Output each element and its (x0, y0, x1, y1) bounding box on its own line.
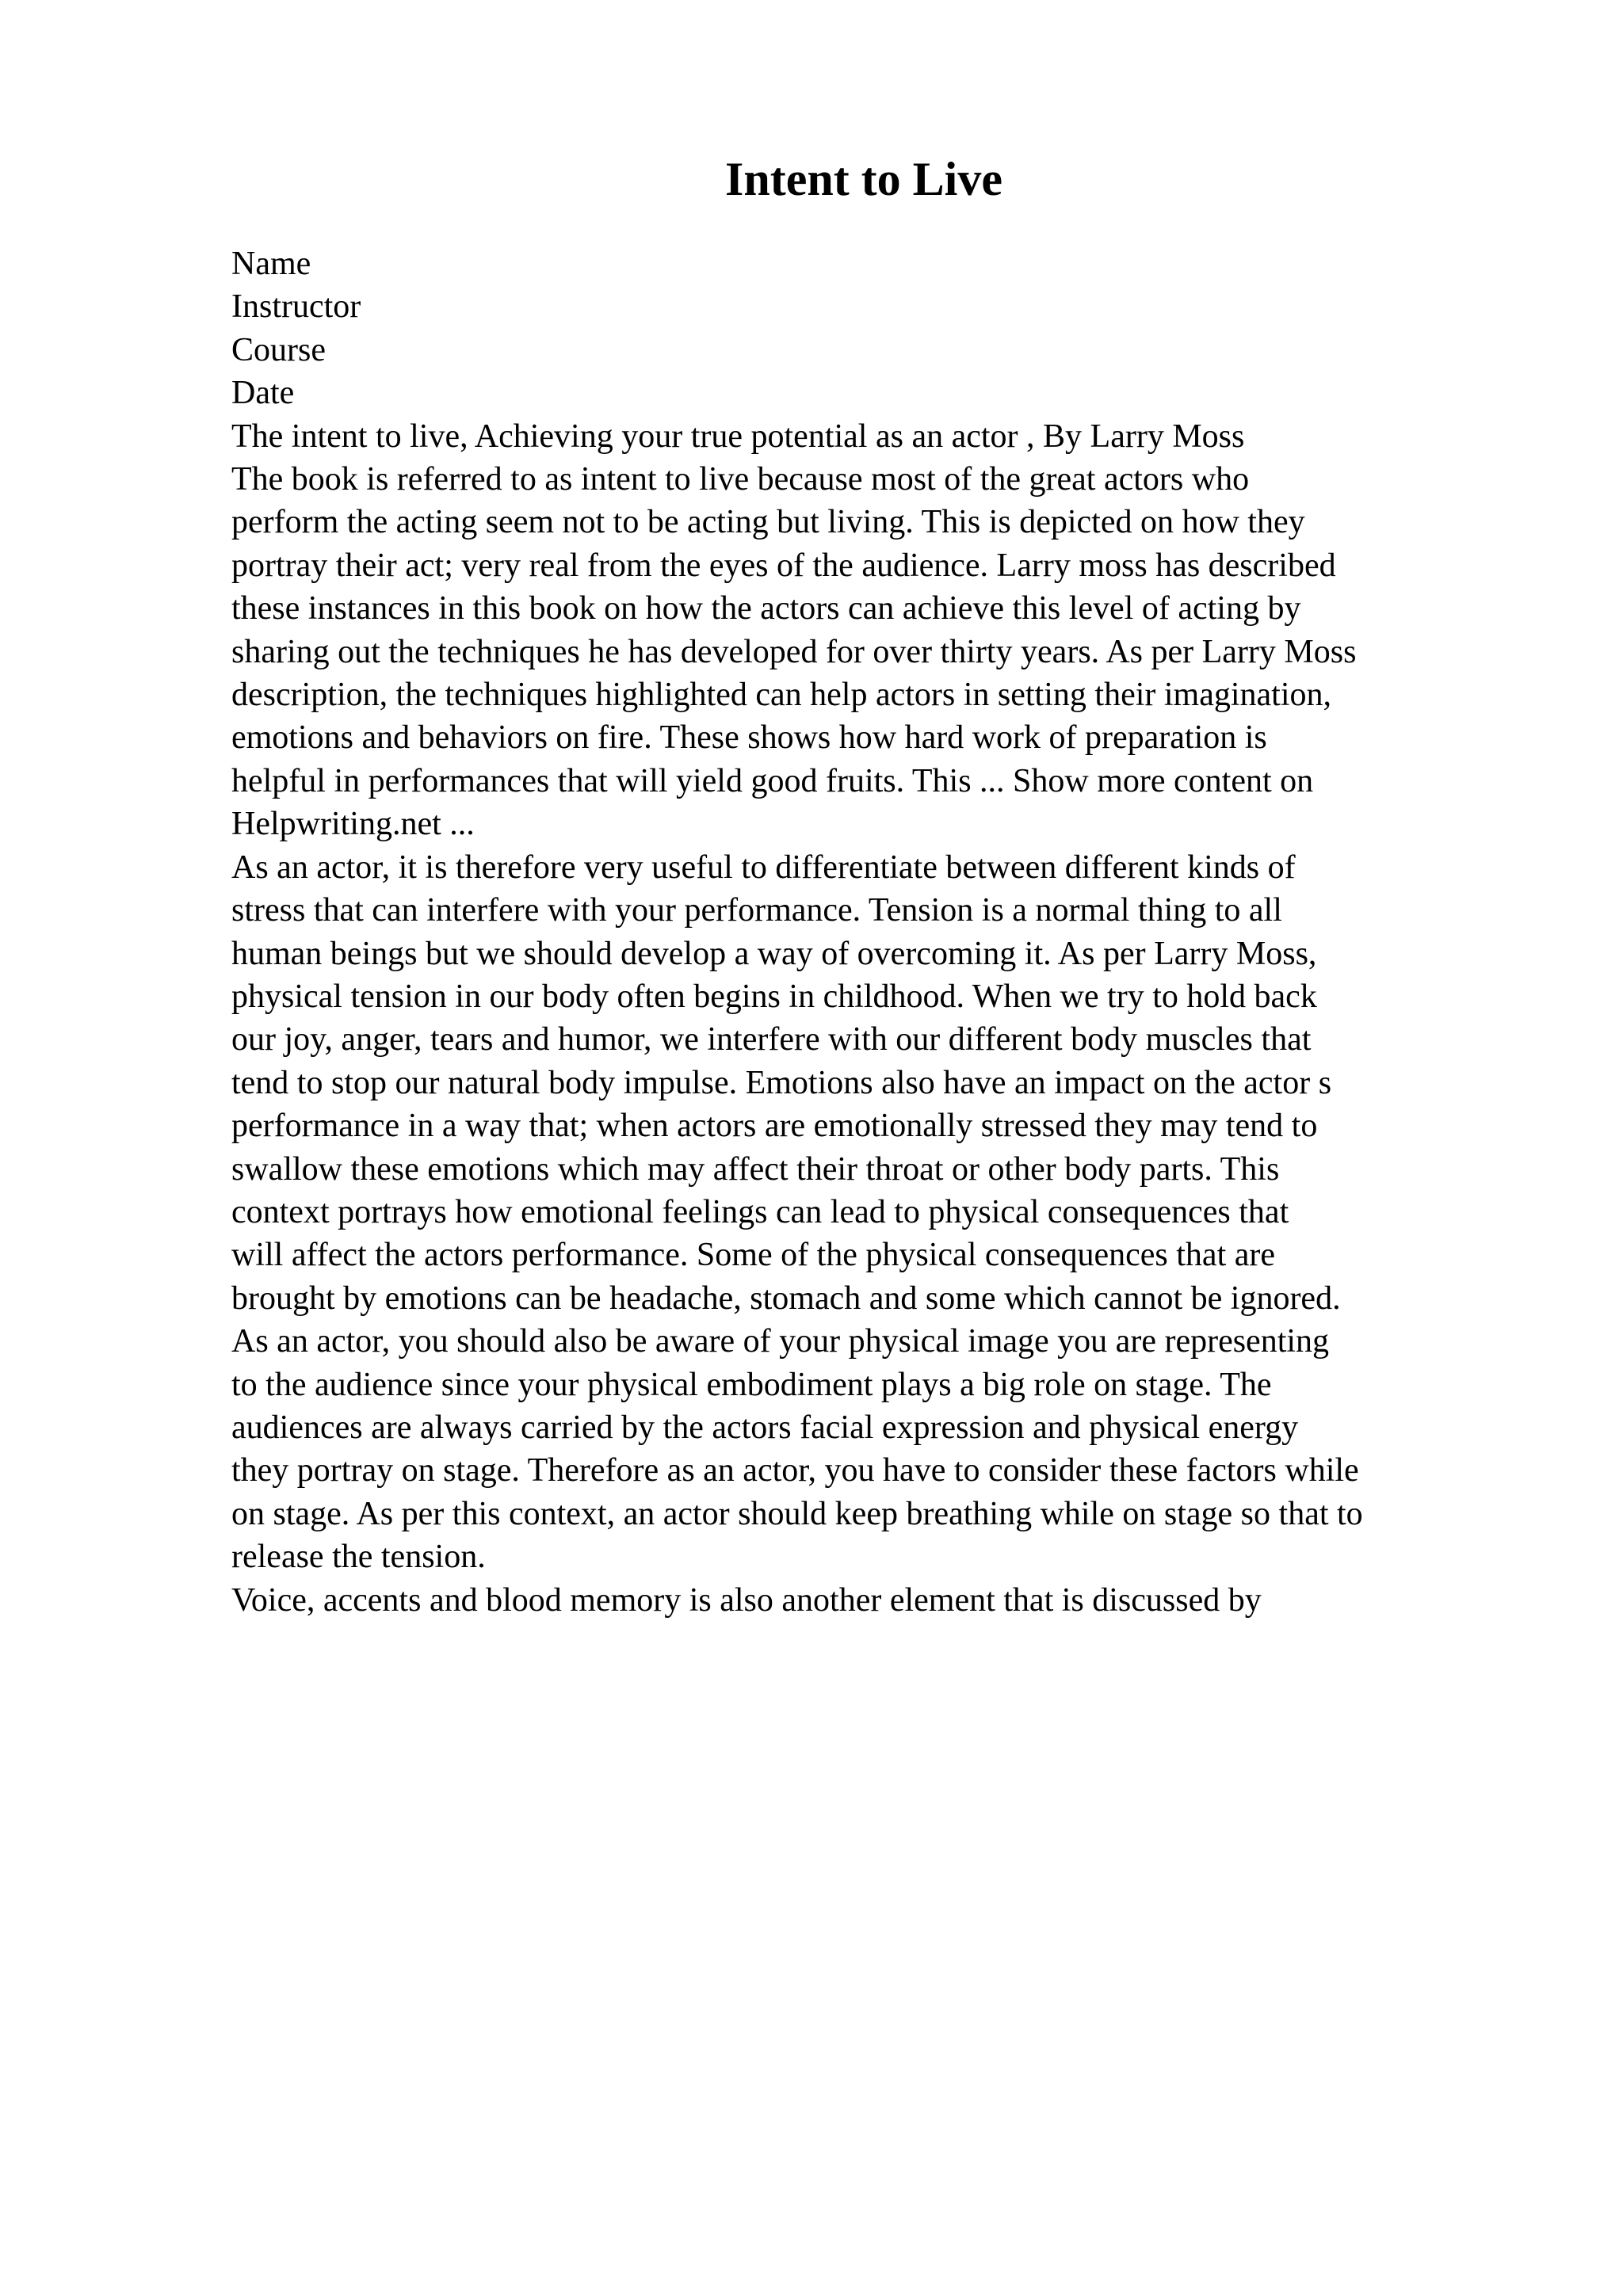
paragraph-line: stress that can interfere with your performance. Tension is a normal thing to all (231, 892, 1282, 929)
date-line: Date (231, 375, 295, 412)
document-title: Intent to Live (725, 153, 1002, 205)
paragraph-line: these instances in this book on how the actors can achieve this level of acting by (231, 590, 1301, 627)
paragraph-line: swallow these emotions which may affect their throat or other body parts. This (231, 1150, 1280, 1188)
paragraph-line: Voice, accents and blood memory is also another element that is discussed by (231, 1581, 1262, 1619)
paragraph-line: perform the acting seem not to be acting but living. This is depicted on how they (231, 504, 1305, 541)
course-line: Course (231, 331, 326, 368)
paragraph-line: our joy, anger, tears and humor, we interfere with our different body muscles that (231, 1021, 1312, 1058)
paragraph-line: description, the techniques highlighted can help actors in setting their imagination, (231, 677, 1331, 714)
paragraph-line: Helpwriting.net ... (231, 806, 475, 843)
header-block (231, 242, 1531, 458)
instructor-line: Instructor (231, 288, 361, 326)
paragraph-line: performance in a way that; when actors are emotionally stressed they may tend to (231, 1108, 1318, 1145)
paragraph-line: helpful in performances that will yield good fruits. This ... Show more content on (231, 762, 1314, 799)
paragraph-line: As an actor, you should also be aware of your physical image you are representing (231, 1323, 1330, 1360)
paragraph-line: As an actor, it is therefore very useful to differentiate between different kinds of (231, 849, 1296, 886)
paragraph-line: human beings but we should develop a way of overcoming it. As per Larry Moss, (231, 935, 1317, 972)
paragraph-line: sharing out the techniques he has developed for over thirty years. As per Larry Moss (231, 633, 1357, 670)
name-line: Name (231, 246, 311, 282)
paragraph-line: on stage. As per this context, an actor should keep breathing while on stage so that to (231, 1495, 1363, 1532)
paragraph-line: The book is referred to as intent to live because most of the great actors who (231, 461, 1250, 498)
paragraph-line: context portrays how emotional feelings can lead to physical consequences that (231, 1193, 1289, 1230)
paragraph-2 (231, 846, 1531, 1579)
paragraph-1 (231, 458, 1531, 846)
paragraph-line: emotions and behaviors on fire. These shows how hard work of preparation is (231, 719, 1267, 757)
paragraph-line: physical tension in our body often begins in childhood. When we try to hold back (231, 978, 1317, 1015)
paragraph-line: brought by emotions can be headache, stomach and some which cannot be ignored. (231, 1280, 1341, 1317)
paragraph-line: will affect the actors performance. Some of the physical consequences that are (231, 1237, 1276, 1274)
document-body (231, 242, 1531, 1622)
paragraph-line: to the audience since your physical embodiment plays a big role on stage. The (231, 1366, 1272, 1403)
paragraph-line: portray their act; very real from the eyes of the audience. Larry moss has described (231, 547, 1336, 584)
book-reference-line: The intent to live, Achieving your true potential as an actor , By Larry Moss (231, 418, 1245, 455)
paragraph-line: tend to stop our natural body impulse. Emotions also have an impact on the actor s (231, 1064, 1332, 1101)
paragraph-3 (231, 1579, 1531, 1622)
paragraph-line: release the tension. (231, 1539, 486, 1576)
paragraph-line: audiences are always carried by the actors facial expression and physical energy (231, 1409, 1299, 1446)
paragraph-line: they portray on stage. Therefore as an actor, you have to consider these factors while (231, 1452, 1359, 1489)
